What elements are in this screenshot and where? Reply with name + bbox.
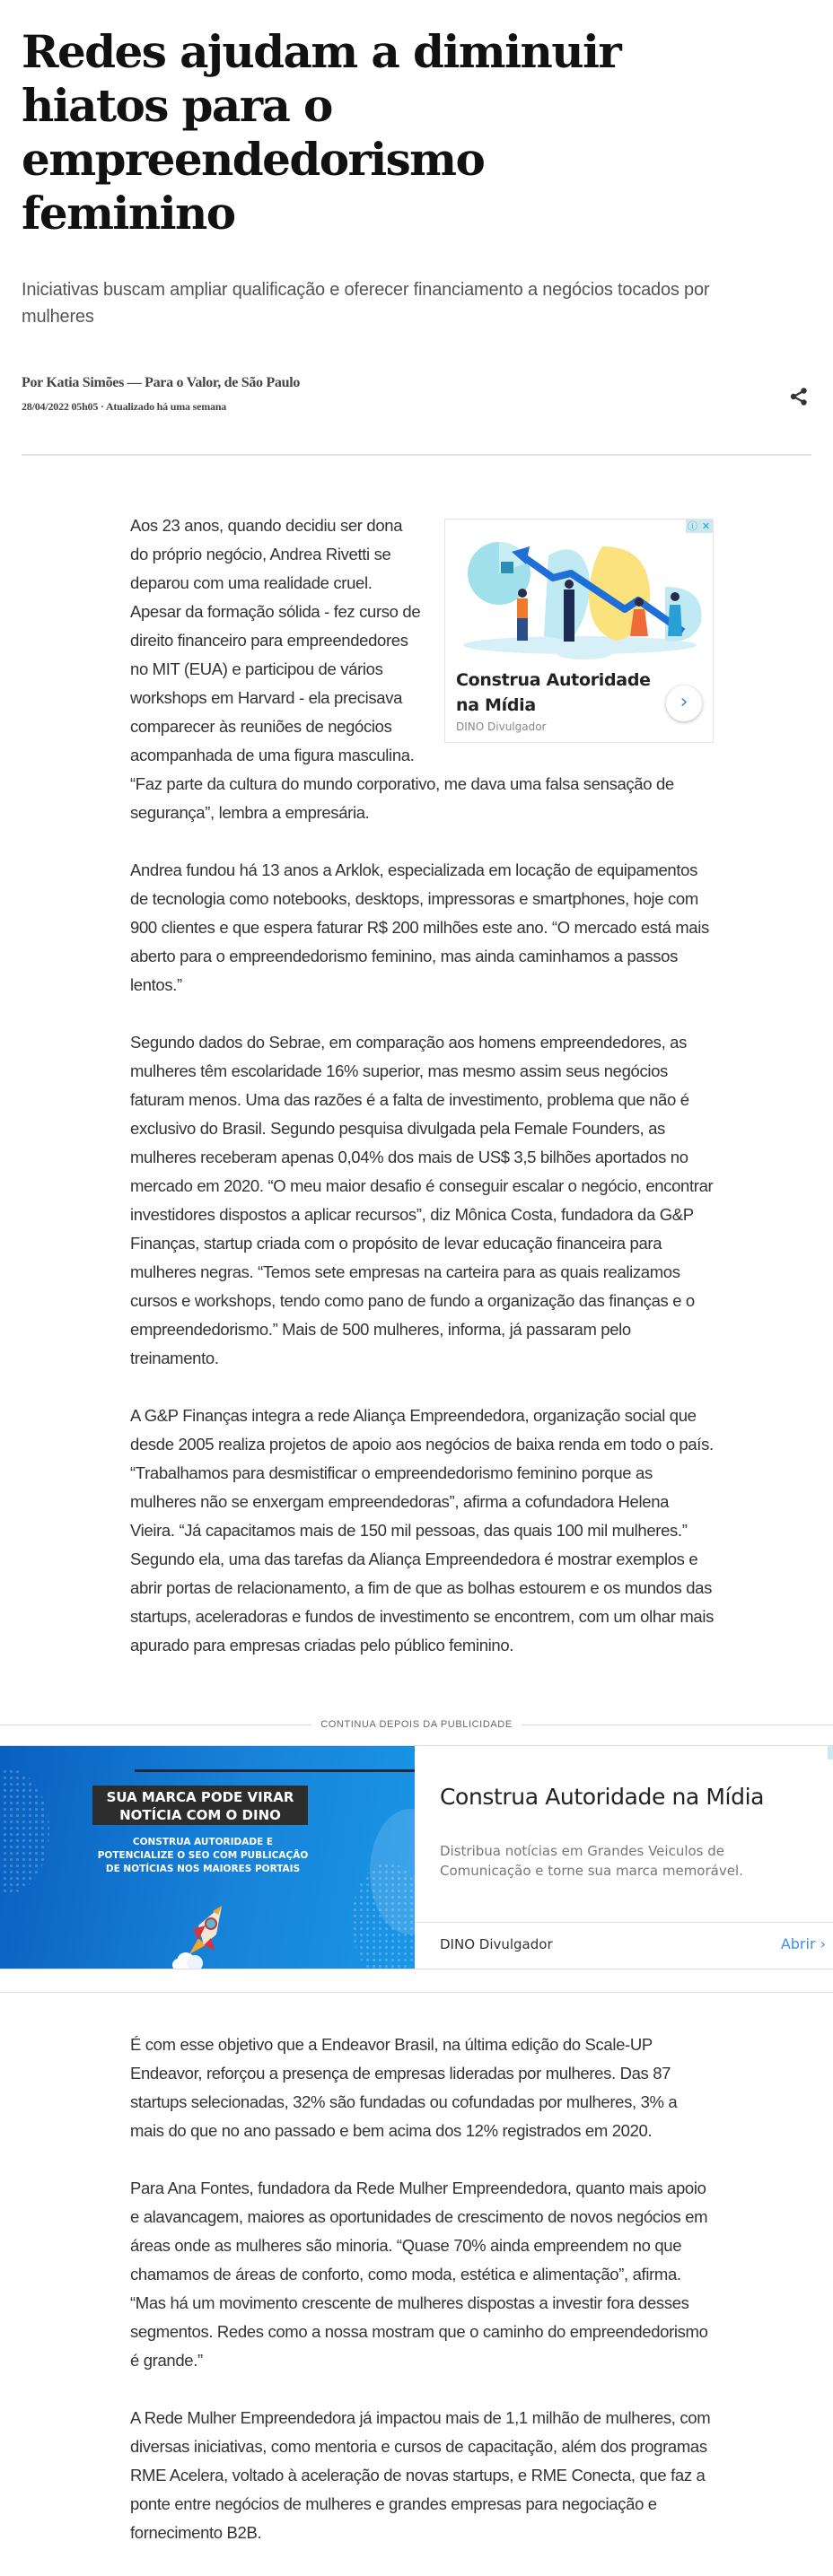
ad-label: CONTINUA DEPOIS DA PUBLICIDADE: [311, 1719, 522, 1730]
paragraph: A G&P Finanças integra a rede Aliança Empreendedora, organização social que desde 2005 realiza projetos de apoio aos negócios de baixa renda em todo o país. “Trabalhamos para desmistificar o empreendedorismo feminino porque as mulheres não se enxergam empreendedoras”, afirma a cofundadora Helena Vieira. “Já capacitamos mais de 150 mil pessoas, das quais 100 mil mulheres.” Segundo ela, uma das tarefas da Aliança Empreendedora é mostrar exemplos e abrir portas de relacionamento, a fim de que as bolhas estourem e os mundos das startups, aceleradoras e fundos de investimento se encontrem, com um olhar mais apurado para empresas criadas pelo público feminino.: [130, 1406, 714, 1655]
side-ad[interactable]: [444, 519, 714, 743]
banner-image-subtext: [85, 1836, 320, 1876]
banner-ad-title[interactable]: Construa Autoridade na Mídia: [440, 1784, 765, 1810]
paragraph: A Rede Mulher Empreendedora já impactou mais de 1,1 milhão de mulheres, com diversas iniciativas, como mentoria e cursos de capacitação, além dos programas RME Acelera, voltado à aceleração de novas startups, e RME Conecta, que faz a ponte entre negócios de mulheres e grandes empresas para negociação e fornecimento B2B.: [130, 2408, 711, 2542]
banner-image-headline-line: NOTÍCIA COM O DINO: [119, 1807, 281, 1823]
dateline: 28/04/2022 05h05 · Atualizado há uma semana: [22, 400, 227, 413]
paragraph: Andrea fundou há 13 anos a Arklok, especializada em locação de equipamentos de tecnologia como notebooks, desktops, impressoras e smartphones, hoje com 900 clientes e que espera faturar R$ 200 milhões este ano. “O mercado está mais aberto para o empreendedorismo feminino, mas ainda caminhamos a passos lentos.”: [130, 860, 709, 994]
ad-info-icon[interactable]: [828, 1746, 833, 1760]
side-ad-title[interactable]: Construa Autoridade na Mídia: [456, 670, 651, 715]
paragraph: Para Ana Fontes, fundadora da Rede Mulher Empreendedora, quanto mais apoio e alavancagem, maiores as oportunidades de crescimento de novos negócios em áreas onde as mulheres são minoria. “Quase 70% ainda empreendem no que chamamos de áreas de conforto, como moda, estética e alimentação”, afirma. “Mas há um movimento crescente de mulheres dispostas a investir fora desses segmentos. Redes como a nossa mostram que o caminho do empreendedorismo é grande.”: [130, 2179, 708, 2370]
banner-image-headline-line: SUA MARCA PODE VIRAR: [106, 1789, 294, 1805]
ad-badges: [686, 520, 713, 533]
byline-block: [22, 375, 811, 429]
byline: Por Katia Simões — Para o Valor, de São Paulo: [22, 375, 301, 390]
banner-image-sub-line: POTENCIALIZE O SEO COM PUBLICAÇÃO: [97, 1850, 309, 1861]
rocket-icon: [166, 1899, 238, 1969]
banner-image-sub-line: DE NOTÍCIAS NOS MAIORES PORTAIS: [105, 1864, 301, 1874]
paragraph: Segundo dados do Sebrae, em comparação aos homens empreendedores, as mulheres têm escolaridade 16% superior, mas mesmo assim seus negócios faturam menos. Uma das razões é a falta de investimento, problema que não é exclusivo do Brasil. Segundo pesquisa divulgada pela Female Founders, as mulheres receberam apenas 0,04% dos mais de US$ 3,5 bilhões aportados no mercado em 2020. “O meu maior desafio é conseguir escalar o negócio, encontrar investidores dispostos a aplicar recursos”, diz Mônica Costa, fundadora da G&P Finanças, startup criada com o propósito de levar educação financeira para mulheres negras. “Temos sete empresas na carteira para as quais realizamos cursos e workshops, tendo como pano de fundo a organização das finanças e o empreendedorismo.” Mais de 500 mulheres, informa, já passaram pelo treinamento.: [130, 1033, 714, 1367]
banner-ad-image[interactable]: [0, 1746, 415, 1969]
ad-close-icon[interactable]: ✕: [699, 520, 713, 533]
side-ad-arrow-button[interactable]: [666, 685, 702, 721]
paragraph: Aos 23 anos, quando decidiu ser dona do próprio negócio, Andrea Rivetti se deparou com uma realidade cruel. Apesar da formação sólida - fez curso de direito financeiro para empreendedores no MIT (EUA) e participou de vários workshops em Harvard - ela precisava comparecer às reuniões de negócios acompanhada de uma figura masculina. “Faz parte da cultura do mundo corporativo, me dava uma falsa sensação de segurança”, lembra a empresária.: [130, 516, 674, 822]
banner-ad-footer: [415, 1922, 833, 1970]
banner-image-headline: [92, 1786, 308, 1825]
banner-ad-description: Distribua notícias em Grandes Veiculos de Comunicação e torne sua marca memorável.: [440, 1843, 743, 1879]
paragraph: É com esse objetivo que a Endeavor Brasil, na última edição do Scale-UP Endeavor, reforçou a presença de empresas lideradas por mulheres. Das 87 startups selecionadas, 32% são fundadas ou cofundadas por mulheres, 3% a mais do que no ano passado e bem acima dos 12% registrados em 2020.: [130, 2035, 678, 2140]
article-body: [130, 456, 714, 1689]
chevron-right-icon: ›: [680, 691, 688, 713]
subtitle: Iniciativas buscam ampliar qualificação e oferecer financiamento a negócios tocados por mulheres: [22, 280, 710, 327]
article-header: [0, 0, 833, 429]
share-button[interactable]: [786, 384, 811, 409]
banner-image-sub-line: CONSTRUA AUTORIDADE E: [132, 1837, 274, 1847]
headline: Redes ajudam a diminuir hiatos para o empreendedorismo feminino: [22, 25, 621, 240]
banner-ad[interactable]: [0, 1745, 833, 1969]
article-body-continued: [130, 1993, 714, 2547]
ad-info-icon[interactable]: ⓘ: [688, 520, 697, 532]
share-icon: [786, 384, 811, 409]
banner-ad-source: DINO Divulgador: [440, 1936, 553, 1952]
banner-ad-open-button[interactable]: Abrir ›: [780, 1935, 826, 1952]
ad-illustration: [445, 520, 713, 668]
ad-divider: [0, 1716, 833, 1733]
banner-ad-text[interactable]: [415, 1746, 833, 1969]
side-ad-source: DINO Divulgador: [456, 720, 547, 733]
